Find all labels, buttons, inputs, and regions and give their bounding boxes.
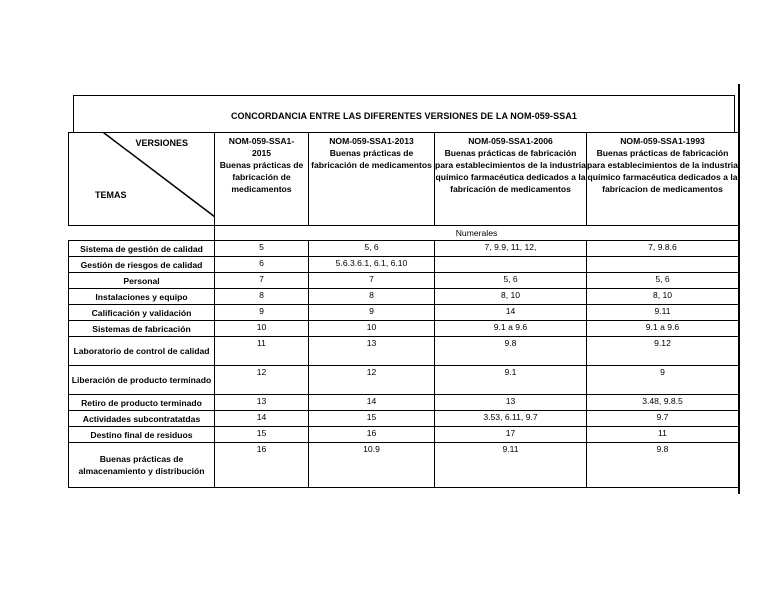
table-title: CONCORDANCIA ENTRE LAS DIFERENTES VERSIONES DE LA NOM-059-SSA1	[230, 111, 578, 121]
table-row	[69, 241, 739, 257]
table-row	[69, 411, 739, 427]
versions-label: VERSIONES	[135, 138, 188, 148]
cell-2015: 8	[215, 289, 309, 305]
cell-1993: 9.7	[587, 411, 739, 427]
version-description: Buenas prácticas de fabricación para establecimientos de la industria químico farmacéutica dedicados a la fabricacion de medicamentos	[587, 148, 738, 194]
cell-2006	[435, 257, 587, 273]
cell-2013: 5.6.3.6.1, 6.1, 6.10	[309, 257, 435, 273]
cell-1993: 7, 9.8.6	[587, 241, 739, 257]
cell-2013: 12	[309, 366, 435, 395]
header-corner-cell	[69, 133, 215, 226]
version-description: Buenas prácticas de fabricación de medicamentos	[311, 148, 432, 170]
cell-1993: 9.1 a 9.6	[587, 321, 739, 337]
row-topic: Sistemas de fabricación	[69, 321, 215, 337]
numerals-label: Numerales	[215, 226, 739, 241]
column-header-2006	[435, 133, 587, 226]
table-row	[69, 305, 739, 321]
title-box	[73, 95, 735, 133]
cell-2013: 16	[309, 427, 435, 443]
cell-2015: 14	[215, 411, 309, 427]
cell-1993: 11	[587, 427, 739, 443]
version-description: Buenas prácticas de fabricación de medicamentos	[219, 160, 304, 194]
table-row	[69, 443, 739, 488]
cell-1993	[587, 257, 739, 273]
version-code: NOM-059-SSA1-2013	[329, 136, 414, 146]
cell-2006: 9.1	[435, 366, 587, 395]
row-topic: Liberación de producto terminado	[69, 366, 215, 395]
cell-2006: 13	[435, 395, 587, 411]
cell-2006: 5, 6	[435, 273, 587, 289]
cell-2006: 7, 9.9, 11, 12,	[435, 241, 587, 257]
cell-2013: 15	[309, 411, 435, 427]
table-row	[69, 321, 739, 337]
cell-2015: 10	[215, 321, 309, 337]
cell-2013: 5, 6	[309, 241, 435, 257]
cell-2015: 15	[215, 427, 309, 443]
cell-2013: 10	[309, 321, 435, 337]
cell-2015: 5	[215, 241, 309, 257]
row-topic: Instalaciones y equipo	[69, 289, 215, 305]
cell-2015: 12	[215, 366, 309, 395]
cell-2006: 3.53, 6.11, 9.7	[435, 411, 587, 427]
numerals-row	[69, 226, 739, 241]
row-topic: Retiro de producto terminado	[69, 395, 215, 411]
table-row	[69, 427, 739, 443]
version-code: NOM-059-SSA1-1993	[620, 136, 705, 146]
cell-1993: 5, 6	[587, 273, 739, 289]
row-topic: Laboratorio de control de calidad	[69, 337, 215, 366]
cell-1993: 8, 10	[587, 289, 739, 305]
cell-2013: 14	[309, 395, 435, 411]
table-row	[69, 257, 739, 273]
table-row	[69, 337, 739, 366]
column-header-2015	[215, 133, 309, 226]
cell-1993: 9.11	[587, 305, 739, 321]
cell-1993: 9.12	[587, 337, 739, 366]
version-description: Buenas prácticas de fabricación para establecimientos de la industria químico farmacéutica dedicados a la fabricación de medicamentos	[435, 148, 586, 194]
cell-2013: 8	[309, 289, 435, 305]
table-row	[69, 289, 739, 305]
table-row	[69, 273, 739, 289]
cell-2013: 10.9	[309, 443, 435, 488]
table-row	[69, 366, 739, 395]
cell-1993: 3.48, 9.8.5	[587, 395, 739, 411]
row-topic: Calificación y validación	[69, 305, 215, 321]
cell-2006: 9.11	[435, 443, 587, 488]
version-code: NOM-059-SSA1- 2015	[228, 136, 295, 158]
cell-2015: 13	[215, 395, 309, 411]
cell-1993: 9	[587, 366, 739, 395]
cell-2006: 8, 10	[435, 289, 587, 305]
numerals-blank-cell	[69, 226, 215, 241]
cell-2013: 7	[309, 273, 435, 289]
column-header-2013	[309, 133, 435, 226]
concordance-table	[68, 132, 739, 488]
cell-2015: 16	[215, 443, 309, 488]
row-topic: Buenas prácticas de almacenamiento y distribución	[69, 443, 215, 488]
cell-2015: 9	[215, 305, 309, 321]
row-topic: Gestión de riesgos de calidad	[69, 257, 215, 273]
cell-2015: 6	[215, 257, 309, 273]
cell-1993: 9.8	[587, 443, 739, 488]
cell-2006: 14	[435, 305, 587, 321]
row-topic: Personal	[69, 273, 215, 289]
cell-2006: 17	[435, 427, 587, 443]
column-header-1993	[587, 133, 739, 226]
header-row	[69, 133, 739, 226]
cell-2006: 9.1 a 9.6	[435, 321, 587, 337]
row-topic: Actividades subcontratatdas	[69, 411, 215, 427]
topics-label: TEMAS	[95, 190, 127, 200]
row-topic: Sistema de gestión de calidad	[69, 241, 215, 257]
cell-2015: 7	[215, 273, 309, 289]
cell-2013: 9	[309, 305, 435, 321]
cell-2013: 13	[309, 337, 435, 366]
cell-2015: 11	[215, 337, 309, 366]
cell-2006: 9.8	[435, 337, 587, 366]
version-code: NOM-059-SSA1-2006	[468, 136, 553, 146]
row-topic: Destino final de residuos	[69, 427, 215, 443]
table-row	[69, 395, 739, 411]
